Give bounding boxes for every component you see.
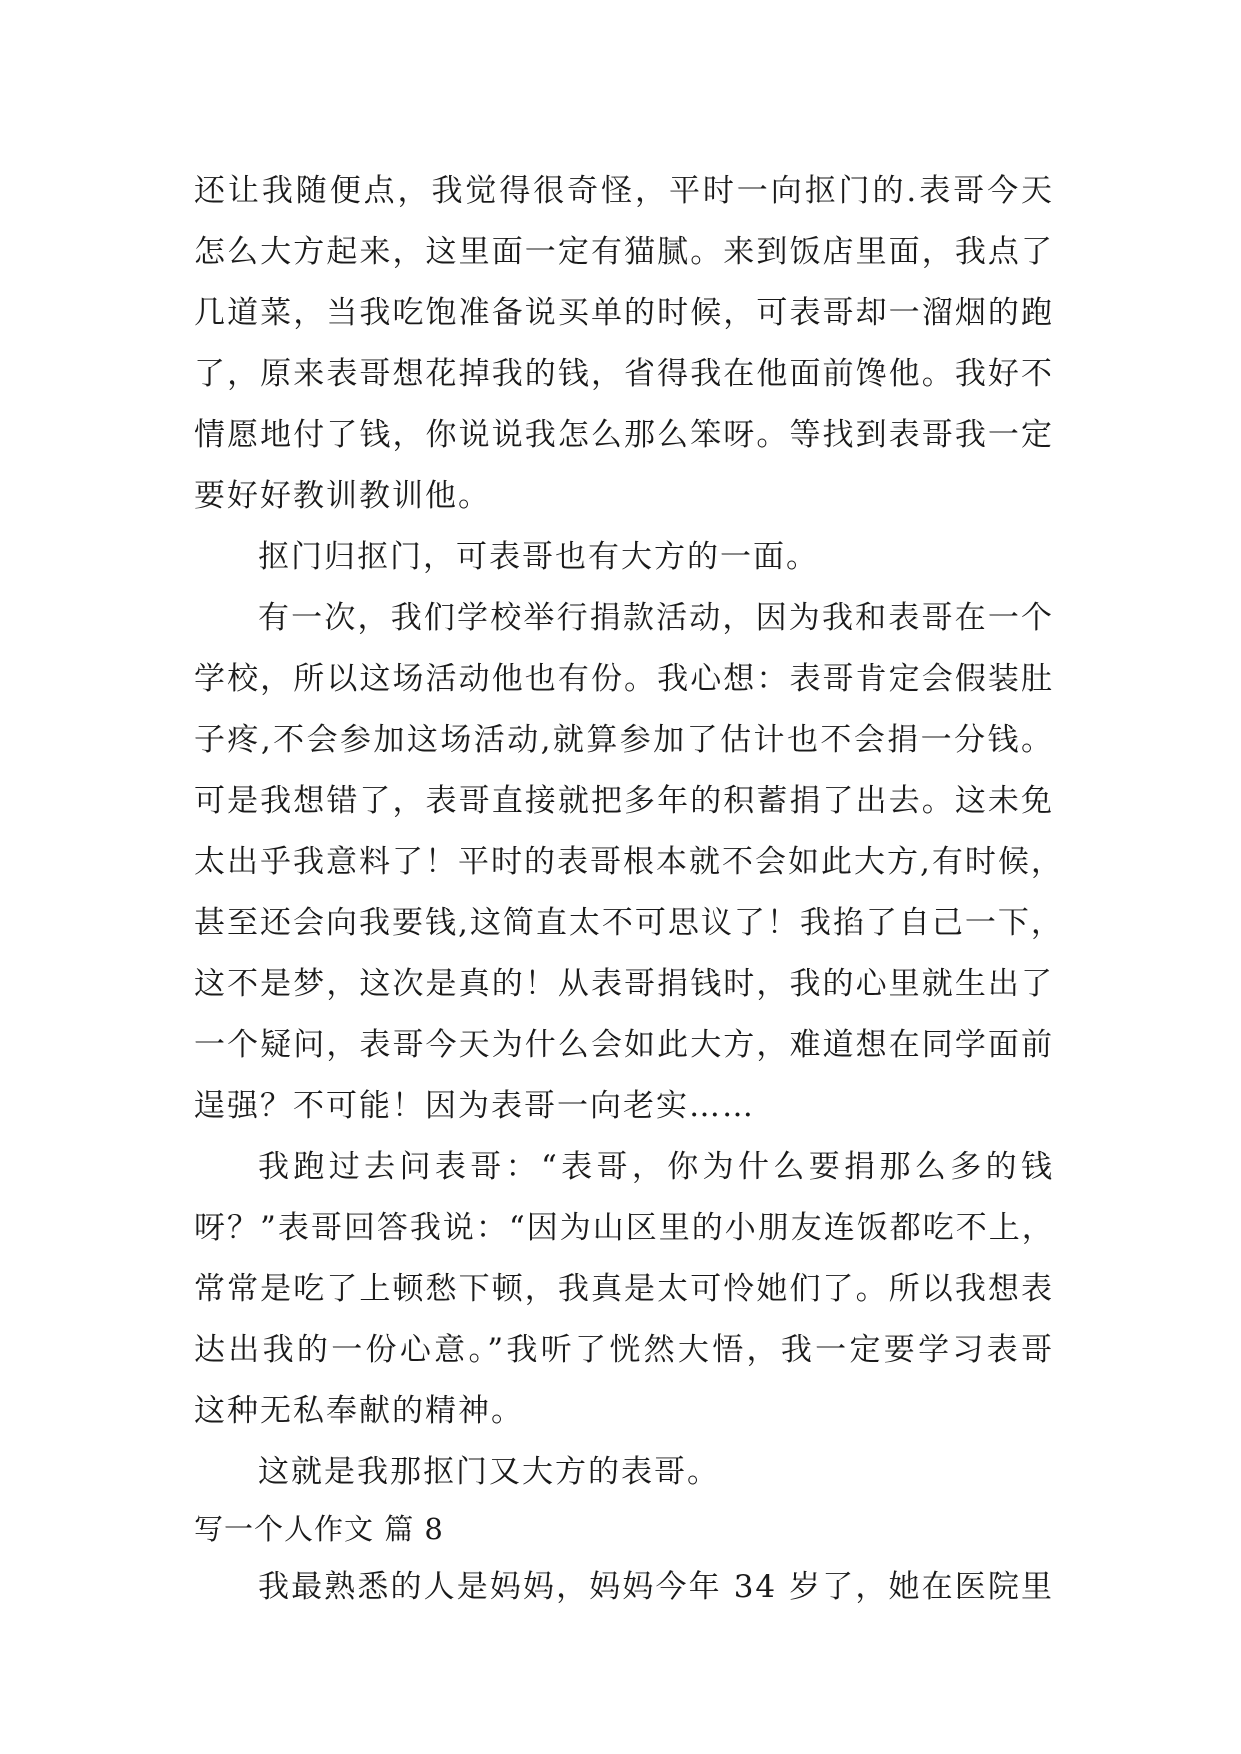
paragraph-start-line: 我跑过去问表哥：“表哥，你为什么要捐那么多的钱 — [258, 1149, 1054, 1185]
paragraph-start-line: 我最熟悉的人是妈妈，妈妈今年 34 岁了，她在医院里 — [258, 1569, 1054, 1605]
paragraph-start-line: 抠门归抠门，可表哥也有大方的一面。 — [258, 539, 819, 575]
section-heading: 写一个人作文 篇 8 — [194, 1512, 444, 1546]
text-line: 这种无私奉献的精神。 — [194, 1393, 524, 1429]
text-line: 了，原来表哥想花掉我的钱，省得我在他面前馋他。我好不 — [194, 356, 1054, 392]
paragraph-start-line: 这就是我那抠门又大方的表哥。 — [258, 1454, 720, 1490]
text-line: 要好好教训教训他。 — [194, 478, 491, 514]
text-line: 子疼,不会参加这场活动,就算参加了估计也不会捐一分钱。 — [194, 722, 1054, 758]
paragraph-start-line: 有一次，我们学校举行捐款活动，因为我和表哥在一个 — [258, 600, 1054, 636]
text-line: 可是我想错了，表哥直接就把多年的积蓄捐了出去。这未免 — [194, 783, 1054, 819]
text-line: 一个疑问，表哥今天为什么会如此大方，难道想在同学面前 — [194, 1027, 1054, 1063]
text-line: 太出乎我意料了！平时的表哥根本就不会如此大方,有时候， — [194, 844, 1064, 880]
text-line: 常常是吃了上顿愁下顿，我真是太可怜她们了。所以我想表 — [194, 1271, 1054, 1307]
text-line: 几道菜，当我吃饱准备说买单的时候，可表哥却一溜烟的跑 — [194, 295, 1054, 331]
text-line: 还让我随便点，我觉得很奇怪，平时一向抠门的.表哥今天 — [194, 173, 1054, 209]
text-line: 怎么大方起来，这里面一定有猫腻。来到饭店里面，我点了 — [194, 234, 1054, 270]
text-line: 达出我的一份心意。”我听了恍然大悟，我一定要学习表哥 — [194, 1332, 1054, 1368]
text-line: 情愿地付了钱，你说说我怎么那么笨呀。等找到表哥我一定 — [194, 417, 1054, 453]
text-line: 学校，所以这场活动他也有份。我心想：表哥肯定会假装肚 — [194, 661, 1054, 697]
text-line: 逞强？不可能！因为表哥一向老实…… — [194, 1088, 755, 1124]
text-line: 这不是梦，这次是真的！从表哥捐钱时，我的心里就生出了 — [194, 966, 1054, 1002]
text-line: 呀？”表哥回答我说：“因为山区里的小朋友连饭都吃不上， — [194, 1210, 1055, 1246]
text-line: 甚至还会向我要钱,这简直太不可思议了！我掐了自己一下， — [194, 905, 1064, 941]
